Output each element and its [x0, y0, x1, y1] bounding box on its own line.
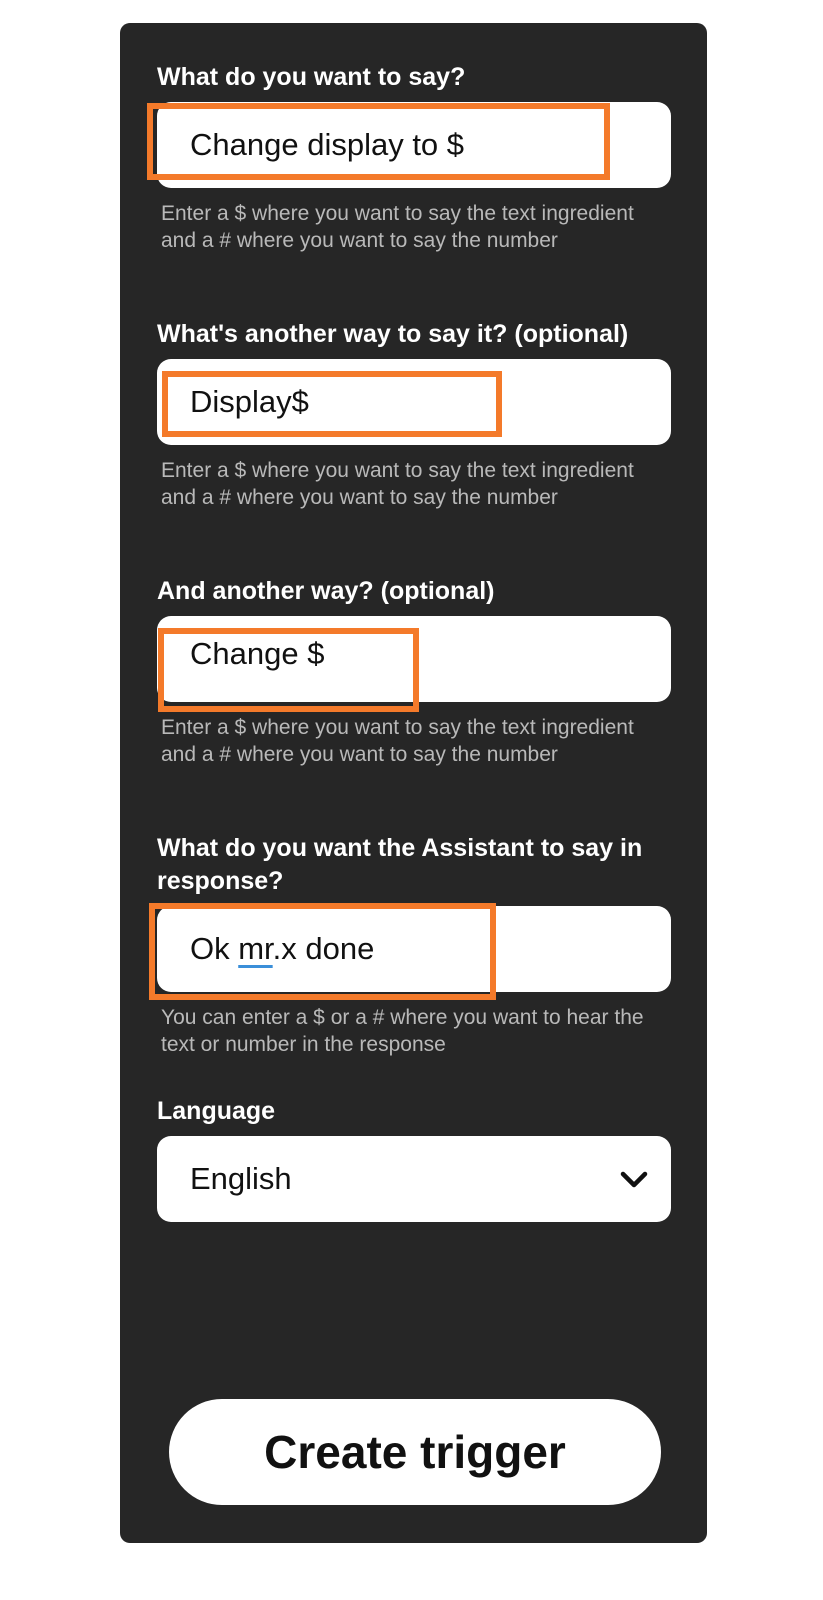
alt-phrase-2-help-text: Enter a $ where you want to say the text ingredient and a # where you want to say the number — [161, 716, 634, 766]
alt-phrase-2-input-value: Change $ — [190, 636, 325, 671]
applet-trigger-form — [120, 23, 707, 1543]
language-select[interactable] — [157, 1136, 671, 1222]
annotation-highlight-box — [162, 371, 502, 437]
chevron-down-icon — [619, 1164, 649, 1194]
response-text-part: .x done — [272, 931, 375, 966]
response-text-part: Ok — [190, 931, 239, 966]
create-trigger-button[interactable]: Create trigger — [169, 1399, 661, 1505]
spellcheck-flagged-word: mr — [238, 931, 273, 966]
language-label: Language — [157, 1097, 276, 1125]
annotation-highlight-box — [149, 903, 496, 1000]
alt-phrase-help-text: Enter a $ where you want to say the text ingredient and a # where you want to say the number — [161, 459, 634, 509]
phrase-input-value: Change display to $ — [190, 127, 465, 162]
annotation-highlight-box — [158, 628, 419, 712]
annotation-highlight-box — [147, 103, 610, 180]
response-label: What do you want the Assistant to say in response? — [157, 834, 643, 895]
response-help-text: You can enter a $ or a # where you want to hear the text or number in the response — [161, 1006, 644, 1056]
phrase-help-text: Enter a $ where you want to say the text ingredient and a # where you want to say the number — [161, 202, 634, 252]
alt-phrase-input-value: Display$ — [190, 384, 309, 419]
alt-phrase-2-label: And another way? (optional) — [157, 577, 495, 605]
language-select-value: English — [190, 1161, 292, 1196]
alt-phrase-label: What's another way to say it? (optional) — [157, 320, 629, 348]
phrase-label: What do you want to say? — [157, 63, 466, 91]
